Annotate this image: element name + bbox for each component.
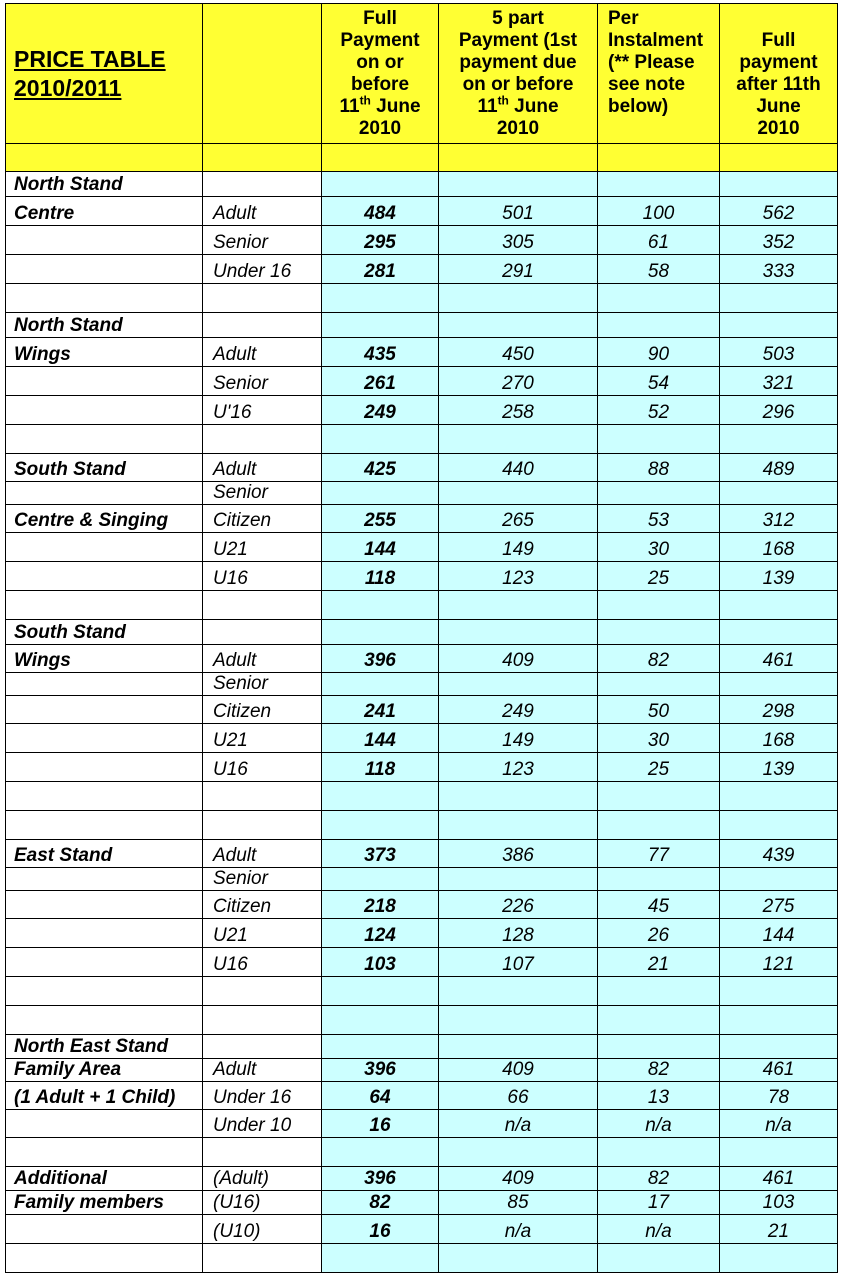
category-cell	[6, 396, 203, 425]
price-cell-full-late: 461	[720, 1059, 838, 1082]
price-cell-full-late	[720, 172, 838, 197]
price-cell-full-late	[720, 811, 838, 840]
header-type-cell	[203, 4, 322, 144]
category-cell: Additional	[6, 1167, 203, 1191]
ticket-type-cell	[203, 591, 322, 620]
table-row	[6, 1167, 838, 1191]
ticket-type-cell	[203, 1244, 322, 1273]
table-row	[6, 724, 838, 753]
header-full-early: Full Payment on or before 11th June 2010	[322, 4, 439, 144]
ticket-type-cell: Citizen	[203, 505, 322, 533]
table-row	[6, 620, 838, 645]
category-cell: North East Stand	[6, 1035, 203, 1059]
category-cell	[6, 753, 203, 782]
price-cell-per-instalment: 21	[598, 948, 720, 977]
price-cell-full-early	[322, 1006, 439, 1035]
price-cell-full-early: 144	[322, 533, 439, 562]
table-row	[6, 396, 838, 425]
category-cell: South Stand	[6, 620, 203, 645]
price-table	[5, 3, 838, 1273]
price-cell-per-instalment: 26	[598, 919, 720, 948]
ticket-type-cell	[203, 284, 322, 313]
ticket-type-cell: U21	[203, 724, 322, 753]
price-cell-per-instalment	[598, 1244, 720, 1273]
price-cell-full-late	[720, 673, 838, 696]
price-cell-five-part: 265	[439, 505, 598, 533]
price-cell-five-part: 270	[439, 367, 598, 396]
ticket-type-cell: Adult	[203, 1059, 322, 1082]
price-cell-full-early: 16	[322, 1215, 439, 1244]
price-cell-full-early: 124	[322, 919, 439, 948]
price-cell-per-instalment: 77	[598, 840, 720, 868]
category-cell	[6, 1138, 203, 1167]
price-cell-per-instalment: n/a	[598, 1110, 720, 1138]
price-cell-per-instalment: 17	[598, 1191, 720, 1215]
price-cell-five-part	[439, 1006, 598, 1035]
table-row	[6, 1110, 838, 1138]
category-cell: Wings	[6, 338, 203, 367]
category-cell: South Stand	[6, 454, 203, 482]
price-cell-per-instalment	[598, 591, 720, 620]
price-cell-full-late: 275	[720, 891, 838, 919]
category-cell: Centre & Singing	[6, 505, 203, 533]
price-cell-full-late	[720, 1035, 838, 1059]
price-cell-full-late	[720, 620, 838, 645]
table-row	[6, 562, 838, 591]
price-cell-five-part: 501	[439, 197, 598, 226]
price-cell-five-part: 305	[439, 226, 598, 255]
price-cell-full-late: 461	[720, 1167, 838, 1191]
ticket-type-cell: U21	[203, 919, 322, 948]
category-cell	[6, 1110, 203, 1138]
table-row	[6, 891, 838, 919]
price-cell-full-late: 562	[720, 197, 838, 226]
price-cell-per-instalment	[598, 977, 720, 1006]
price-cell-full-late	[720, 1138, 838, 1167]
price-cell-full-early: 281	[322, 255, 439, 284]
price-cell-five-part	[439, 868, 598, 891]
price-cell-full-late: 489	[720, 454, 838, 482]
price-cell-full-early	[322, 1035, 439, 1059]
price-cell-full-late: 352	[720, 226, 838, 255]
price-cell-five-part	[439, 591, 598, 620]
header-five-part: 5 part Payment (1st payment due on or before 11th June 2010	[439, 4, 598, 144]
price-cell-per-instalment	[598, 620, 720, 645]
table-row	[6, 338, 838, 367]
category-cell: (1 Adult + 1 Child)	[6, 1082, 203, 1110]
price-cell-five-part: 66	[439, 1082, 598, 1110]
price-cell-full-late	[720, 313, 838, 338]
price-cell-per-instalment: 30	[598, 533, 720, 562]
price-cell-per-instalment: 90	[598, 338, 720, 367]
price-cell-per-instalment	[598, 782, 720, 811]
price-cell-full-early: 16	[322, 1110, 439, 1138]
category-cell: East Stand	[6, 840, 203, 868]
price-cell-full-early: 373	[322, 840, 439, 868]
table-row	[6, 1138, 838, 1167]
price-cell-per-instalment: 82	[598, 1059, 720, 1082]
table-row	[6, 840, 838, 868]
ticket-type-cell: Citizen	[203, 891, 322, 919]
price-cell-per-instalment	[598, 1006, 720, 1035]
table-row	[6, 591, 838, 620]
ticket-type-cell: U'16	[203, 396, 322, 425]
price-cell-five-part	[439, 172, 598, 197]
price-cell-five-part: 450	[439, 338, 598, 367]
price-cell-per-instalment	[598, 172, 720, 197]
table-row	[6, 948, 838, 977]
price-cell-full-early: 396	[322, 1059, 439, 1082]
price-cell-full-early	[322, 172, 439, 197]
price-cell-five-part	[439, 482, 598, 505]
ticket-type-cell: Senior	[203, 673, 322, 696]
price-cell-five-part: 291	[439, 255, 598, 284]
table-row	[6, 1191, 838, 1215]
price-cell-five-part: 149	[439, 724, 598, 753]
price-cell-full-early	[322, 868, 439, 891]
ticket-type-cell	[203, 811, 322, 840]
ticket-type-cell: U21	[203, 533, 322, 562]
ticket-type-cell	[203, 1138, 322, 1167]
price-cell-per-instalment: 82	[598, 1167, 720, 1191]
category-cell	[6, 226, 203, 255]
table-row	[6, 172, 838, 197]
price-cell-five-part	[439, 313, 598, 338]
category-cell: Family Area	[6, 1059, 203, 1082]
table-row	[6, 1082, 838, 1110]
price-cell-full-early: 118	[322, 562, 439, 591]
category-cell: North Stand	[6, 313, 203, 338]
category-cell	[6, 919, 203, 948]
category-cell	[6, 1006, 203, 1035]
ticket-type-cell	[203, 977, 322, 1006]
category-cell: Wings	[6, 645, 203, 673]
price-cell-five-part: 85	[439, 1191, 598, 1215]
price-cell-five-part	[439, 977, 598, 1006]
price-cell-full-late: n/a	[720, 1110, 838, 1138]
price-cell-five-part: 409	[439, 645, 598, 673]
price-cell-full-early: 425	[322, 454, 439, 482]
ticket-type-cell	[203, 1006, 322, 1035]
price-cell-full-early: 261	[322, 367, 439, 396]
price-cell-full-late	[720, 868, 838, 891]
price-cell-five-part: 409	[439, 1167, 598, 1191]
price-cell-five-part	[439, 425, 598, 454]
price-cell-full-early	[322, 1244, 439, 1273]
price-cell-five-part	[439, 673, 598, 696]
ticket-type-cell	[203, 172, 322, 197]
price-cell-full-late: 296	[720, 396, 838, 425]
price-cell-per-instalment	[598, 811, 720, 840]
price-cell-five-part	[439, 1138, 598, 1167]
table-row	[6, 782, 838, 811]
category-cell	[6, 482, 203, 505]
table-row	[6, 1059, 838, 1082]
price-cell-per-instalment: 54	[598, 367, 720, 396]
price-cell-per-instalment: 25	[598, 753, 720, 782]
ticket-type-cell	[203, 620, 322, 645]
table-row	[6, 482, 838, 505]
price-cell-full-early: 396	[322, 645, 439, 673]
ticket-type-cell: Senior	[203, 226, 322, 255]
table-row	[6, 1244, 838, 1273]
price-cell-full-early: 295	[322, 226, 439, 255]
table-row	[6, 367, 838, 396]
ticket-type-cell: Under 16	[203, 255, 322, 284]
price-cell-full-late: 439	[720, 840, 838, 868]
category-cell	[6, 533, 203, 562]
header-spacer-row	[6, 144, 838, 172]
price-cell-full-late	[720, 1244, 838, 1273]
price-cell-per-instalment: n/a	[598, 1215, 720, 1244]
price-cell-per-instalment	[598, 313, 720, 338]
price-cell-full-late: 78	[720, 1082, 838, 1110]
price-cell-per-instalment: 45	[598, 891, 720, 919]
category-cell	[6, 673, 203, 696]
price-cell-full-early	[322, 482, 439, 505]
category-cell	[6, 284, 203, 313]
price-cell-per-instalment: 61	[598, 226, 720, 255]
category-cell	[6, 425, 203, 454]
ticket-type-cell: Senior	[203, 482, 322, 505]
category-cell: North Stand	[6, 172, 203, 197]
ticket-type-cell: Adult	[203, 645, 322, 673]
table-title: PRICE TABLE 2010/2011	[6, 4, 203, 144]
category-cell	[6, 977, 203, 1006]
price-cell-full-early: 82	[322, 1191, 439, 1215]
price-cell-full-late: 139	[720, 562, 838, 591]
price-cell-full-early: 218	[322, 891, 439, 919]
price-cell-full-late: 139	[720, 753, 838, 782]
price-cell-full-late: 461	[720, 645, 838, 673]
price-cell-full-early	[322, 591, 439, 620]
table-row	[6, 284, 838, 313]
ticket-type-cell: Senior	[203, 868, 322, 891]
price-cell-full-late: 144	[720, 919, 838, 948]
header-full-late: Full payment after 11th June 2010	[720, 4, 838, 144]
price-cell-five-part: 226	[439, 891, 598, 919]
table-row	[6, 313, 838, 338]
table-row	[6, 673, 838, 696]
ticket-type-cell	[203, 313, 322, 338]
price-cell-full-early: 103	[322, 948, 439, 977]
table-row	[6, 454, 838, 482]
table-row	[6, 425, 838, 454]
price-cell-full-early	[322, 425, 439, 454]
ticket-type-cell: (U16)	[203, 1191, 322, 1215]
table-row	[6, 1006, 838, 1035]
price-cell-full-late: 298	[720, 696, 838, 724]
price-cell-full-late: 168	[720, 724, 838, 753]
price-cell-five-part: 440	[439, 454, 598, 482]
price-cell-full-early: 255	[322, 505, 439, 533]
table-row	[6, 533, 838, 562]
table-row	[6, 811, 838, 840]
price-cell-per-instalment: 52	[598, 396, 720, 425]
ticket-type-cell: Adult	[203, 454, 322, 482]
price-cell-per-instalment	[598, 284, 720, 313]
table-row	[6, 505, 838, 533]
category-cell	[6, 696, 203, 724]
table-row	[6, 868, 838, 891]
ticket-type-cell	[203, 782, 322, 811]
price-cell-full-late: 321	[720, 367, 838, 396]
ticket-type-cell	[203, 425, 322, 454]
ticket-type-cell: U16	[203, 562, 322, 591]
price-cell-full-late: 503	[720, 338, 838, 367]
table-row	[6, 226, 838, 255]
category-cell	[6, 1215, 203, 1244]
price-cell-full-early	[322, 284, 439, 313]
category-cell	[6, 811, 203, 840]
category-cell: Centre	[6, 197, 203, 226]
price-cell-full-late	[720, 782, 838, 811]
price-cell-five-part: 149	[439, 533, 598, 562]
price-cell-per-instalment: 13	[598, 1082, 720, 1110]
ticket-type-cell	[203, 1035, 322, 1059]
price-cell-per-instalment	[598, 673, 720, 696]
price-cell-full-early: 118	[322, 753, 439, 782]
table-row	[6, 645, 838, 673]
table-row	[6, 1215, 838, 1244]
price-cell-full-early	[322, 620, 439, 645]
price-cell-full-early	[322, 977, 439, 1006]
table-row	[6, 197, 838, 226]
price-cell-full-late	[720, 284, 838, 313]
ticket-type-cell: Adult	[203, 840, 322, 868]
price-cell-per-instalment: 58	[598, 255, 720, 284]
price-cell-per-instalment: 88	[598, 454, 720, 482]
price-cell-five-part: n/a	[439, 1215, 598, 1244]
price-cell-full-early: 396	[322, 1167, 439, 1191]
price-cell-full-early: 249	[322, 396, 439, 425]
category-cell	[6, 891, 203, 919]
price-cell-full-late	[720, 977, 838, 1006]
price-cell-five-part	[439, 1244, 598, 1273]
price-cell-full-late: 103	[720, 1191, 838, 1215]
category-cell	[6, 255, 203, 284]
table-row	[6, 255, 838, 284]
category-cell	[6, 367, 203, 396]
price-cell-per-instalment: 50	[598, 696, 720, 724]
price-cell-full-early	[322, 313, 439, 338]
price-cell-per-instalment: 30	[598, 724, 720, 753]
price-cell-full-early: 484	[322, 197, 439, 226]
price-cell-five-part: 249	[439, 696, 598, 724]
price-cell-per-instalment: 100	[598, 197, 720, 226]
ticket-type-cell: (U10)	[203, 1215, 322, 1244]
ticket-type-cell: (Adult)	[203, 1167, 322, 1191]
category-cell	[6, 724, 203, 753]
price-cell-per-instalment	[598, 425, 720, 454]
price-cell-five-part: 128	[439, 919, 598, 948]
ticket-type-cell: U16	[203, 753, 322, 782]
price-cell-per-instalment: 53	[598, 505, 720, 533]
price-cell-full-early	[322, 811, 439, 840]
ticket-type-cell: Adult	[203, 197, 322, 226]
price-cell-full-late: 333	[720, 255, 838, 284]
table-row	[6, 977, 838, 1006]
price-cell-five-part: 123	[439, 753, 598, 782]
category-cell	[6, 948, 203, 977]
price-cell-five-part: 409	[439, 1059, 598, 1082]
price-cell-five-part: 258	[439, 396, 598, 425]
price-cell-full-early	[322, 673, 439, 696]
ticket-type-cell: Senior	[203, 367, 322, 396]
price-cell-five-part: 107	[439, 948, 598, 977]
price-cell-full-early: 435	[322, 338, 439, 367]
category-cell	[6, 782, 203, 811]
price-cell-five-part	[439, 620, 598, 645]
price-cell-full-late	[720, 425, 838, 454]
price-cell-full-late	[720, 482, 838, 505]
price-cell-per-instalment	[598, 1035, 720, 1059]
ticket-type-cell: Under 10	[203, 1110, 322, 1138]
price-cell-five-part	[439, 284, 598, 313]
header-per-instalment: Per Instalment (** Please see note below)	[598, 4, 720, 144]
table-row	[6, 753, 838, 782]
price-cell-five-part: 386	[439, 840, 598, 868]
price-cell-full-early: 64	[322, 1082, 439, 1110]
price-cell-per-instalment: 82	[598, 645, 720, 673]
price-cell-full-early	[322, 1138, 439, 1167]
price-cell-per-instalment	[598, 1138, 720, 1167]
price-cell-five-part	[439, 782, 598, 811]
ticket-type-cell: Citizen	[203, 696, 322, 724]
price-cell-full-late	[720, 591, 838, 620]
category-cell	[6, 1244, 203, 1273]
price-cell-full-late: 312	[720, 505, 838, 533]
price-cell-five-part	[439, 811, 598, 840]
price-cell-five-part: n/a	[439, 1110, 598, 1138]
price-cell-full-late: 121	[720, 948, 838, 977]
ticket-type-cell: Adult	[203, 338, 322, 367]
category-cell: Family members	[6, 1191, 203, 1215]
header-row	[6, 4, 838, 144]
ticket-type-cell: Under 16	[203, 1082, 322, 1110]
price-cell-full-early: 144	[322, 724, 439, 753]
price-cell-five-part	[439, 1035, 598, 1059]
category-cell	[6, 562, 203, 591]
price-cell-full-late	[720, 1006, 838, 1035]
ticket-type-cell: U16	[203, 948, 322, 977]
price-cell-per-instalment	[598, 482, 720, 505]
table-row	[6, 1035, 838, 1059]
price-cell-per-instalment: 25	[598, 562, 720, 591]
price-cell-per-instalment	[598, 868, 720, 891]
price-cell-full-early	[322, 782, 439, 811]
table-row	[6, 919, 838, 948]
price-cell-full-late: 21	[720, 1215, 838, 1244]
price-cell-full-late: 168	[720, 533, 838, 562]
price-cell-five-part: 123	[439, 562, 598, 591]
price-cell-full-early: 241	[322, 696, 439, 724]
table-row	[6, 696, 838, 724]
category-cell	[6, 868, 203, 891]
category-cell	[6, 591, 203, 620]
